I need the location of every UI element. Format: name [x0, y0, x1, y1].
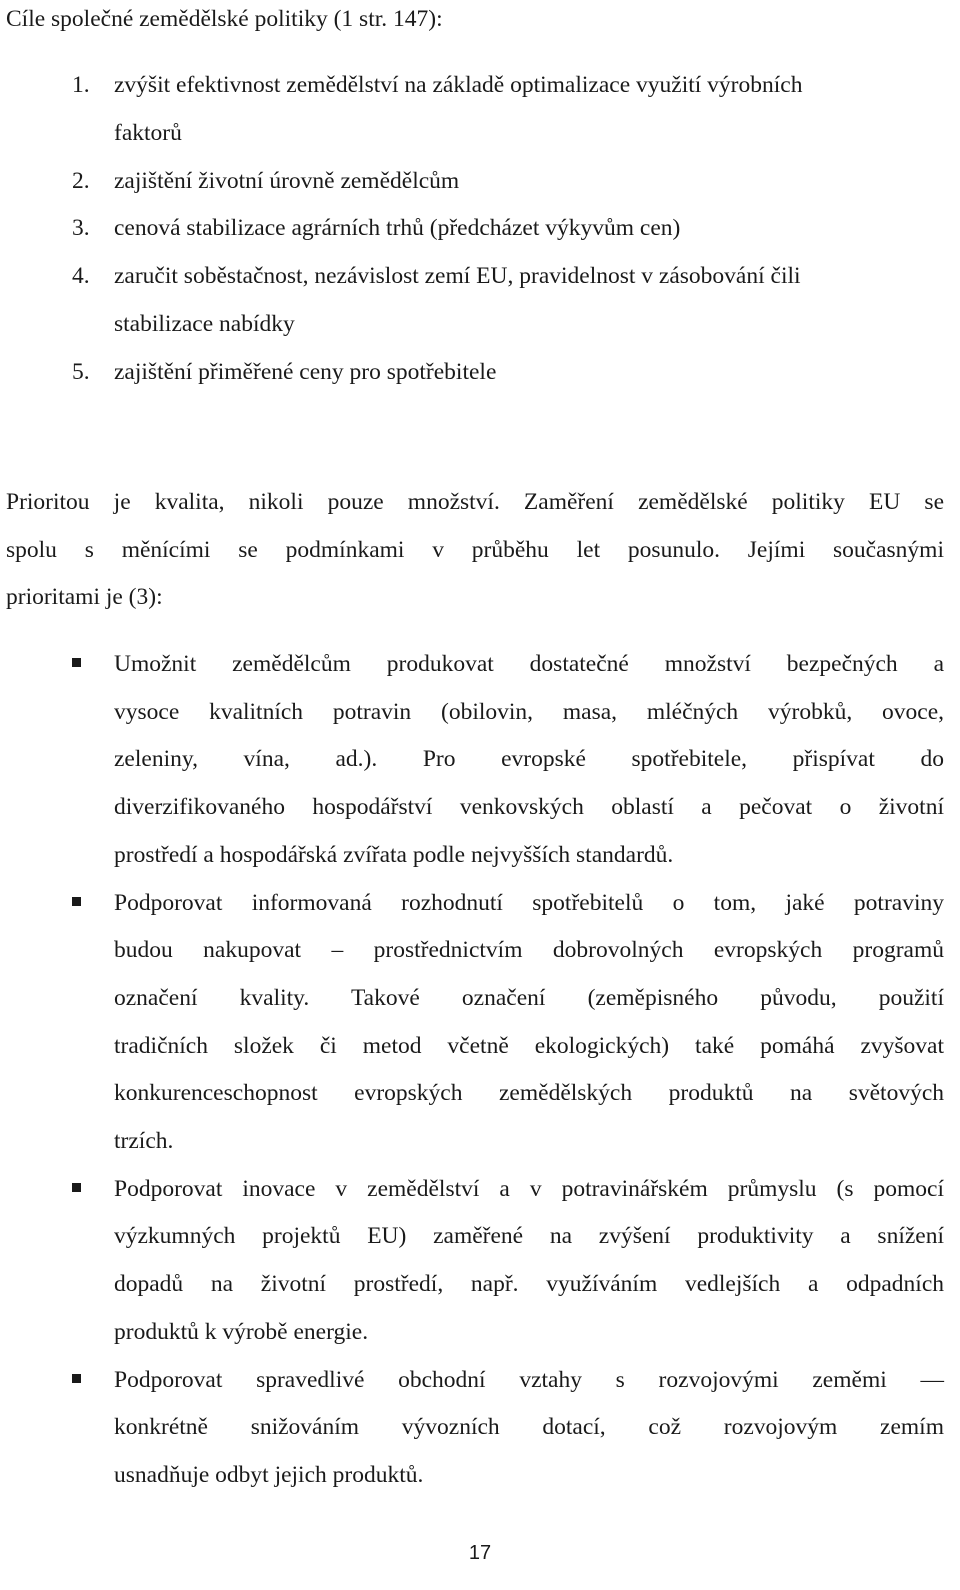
- square-bullet-icon: [72, 1374, 81, 1383]
- paragraph-line: prioritami je (3):: [6, 584, 163, 611]
- list-number: 1.: [72, 72, 90, 98]
- list-text-line: zaručit soběstačnost, nezávislost zemí EU, pravidelnost v zásobování čili: [114, 263, 801, 290]
- list-text-line: diverzifikovaného hospodářství venkovských oblastí a pečovat o životní: [114, 794, 944, 821]
- list-text-line: zajištění přiměřené ceny pro spotřebitele: [114, 358, 497, 385]
- list-text-line: Podporovat inovace v zemědělství a v potravinářském průmyslu (s pomocí: [114, 1175, 944, 1202]
- list-item: [0, 641, 944, 880]
- priorities-list: [0, 641, 944, 1500]
- section-heading: Cíle společné zemědělské politiky (1 str. 147):: [6, 6, 443, 32]
- list-text-line: tradičních složek či metod včetně ekologických) také pomáhá zvyšovat: [114, 1032, 944, 1059]
- list-item: [0, 62, 950, 158]
- list-text-line: výzkumných projektů EU) zaměřené na zvýšení produktivity a snížení: [114, 1223, 944, 1250]
- list-item: [0, 1357, 944, 1500]
- list-text-line: vysoce kvalitních potravin (obilovin, masa, mléčných výrobků, ovoce,: [114, 698, 944, 725]
- list-number: 2.: [72, 167, 90, 194]
- list-number: 5.: [72, 358, 90, 385]
- list-text-line: zvýšit efektivnost zemědělství na základě optimalizace využití výrobních: [114, 72, 803, 98]
- list-item: [0, 205, 950, 253]
- list-text-line: konkrétně snižováním vývozních dotací, což rozvojovým zemím: [114, 1414, 944, 1441]
- list-text-line: faktorů: [114, 119, 182, 146]
- page-number: 17: [468, 1542, 492, 1564]
- list-item: [0, 158, 950, 206]
- paragraph-line: Prioritou je kvalita, nikoli pouze množství. Zaměření zemědělské politiky EU se: [6, 489, 944, 515]
- square-bullet-icon: [72, 1183, 81, 1192]
- body-paragraph: [6, 479, 944, 622]
- list-item: [0, 1166, 944, 1357]
- square-bullet-icon: [72, 658, 81, 667]
- list-text-line: prostředí a hospodářská zvířata podle nejvyšších standardů.: [114, 841, 674, 868]
- list-text-line: Podporovat informovaná rozhodnutí spotřebitelů o tom, jaké potraviny: [114, 889, 944, 916]
- list-text-line: usnadňuje odbyt jejich produktů.: [114, 1461, 424, 1488]
- list-text-line: budou nakupovat – prostřednictvím dobrovolných evropských programů: [114, 937, 944, 964]
- list-text-line: označení kvality. Takové označení (zeměpisného původu, použití: [114, 984, 944, 1011]
- list-text-line: zeleniny, vína, ad.). Pro evropské spotřebitele, přispívat do: [114, 746, 944, 773]
- list-item: [0, 349, 950, 397]
- list-item: [0, 880, 944, 1166]
- list-item: [0, 253, 950, 349]
- paragraph-line: spolu s měnícími se podmínkami v průběhu let posunulo. Jejími současnými: [6, 536, 944, 563]
- list-number: 3.: [72, 215, 90, 242]
- list-text-line: stabilizace nabídky: [114, 310, 295, 337]
- list-text-line: Podporovat spravedlivé obchodní vztahy s rozvojovými zeměmi —: [114, 1366, 944, 1393]
- list-number: 4.: [72, 263, 90, 290]
- list-text-line: konkurenceschopnost evropských zemědělských produktů na světových: [114, 1080, 944, 1107]
- list-text-line: produktů k výrobě energie.: [114, 1318, 369, 1345]
- list-text-line: dopadů na životní prostředí, např. využíváním vedlejších a odpadních: [114, 1271, 944, 1298]
- list-text-line: zajištění životní úrovně zemědělcům: [114, 167, 460, 194]
- list-text-line: cenová stabilizace agrárních trhů (předcházet výkyvům cen): [114, 215, 681, 242]
- goals-list: [0, 62, 950, 397]
- list-text-line: Umožnit zemědělcům produkovat dostatečné množství bezpečných a: [114, 651, 944, 677]
- list-text-line: trzích.: [114, 1128, 174, 1155]
- square-bullet-icon: [72, 897, 81, 906]
